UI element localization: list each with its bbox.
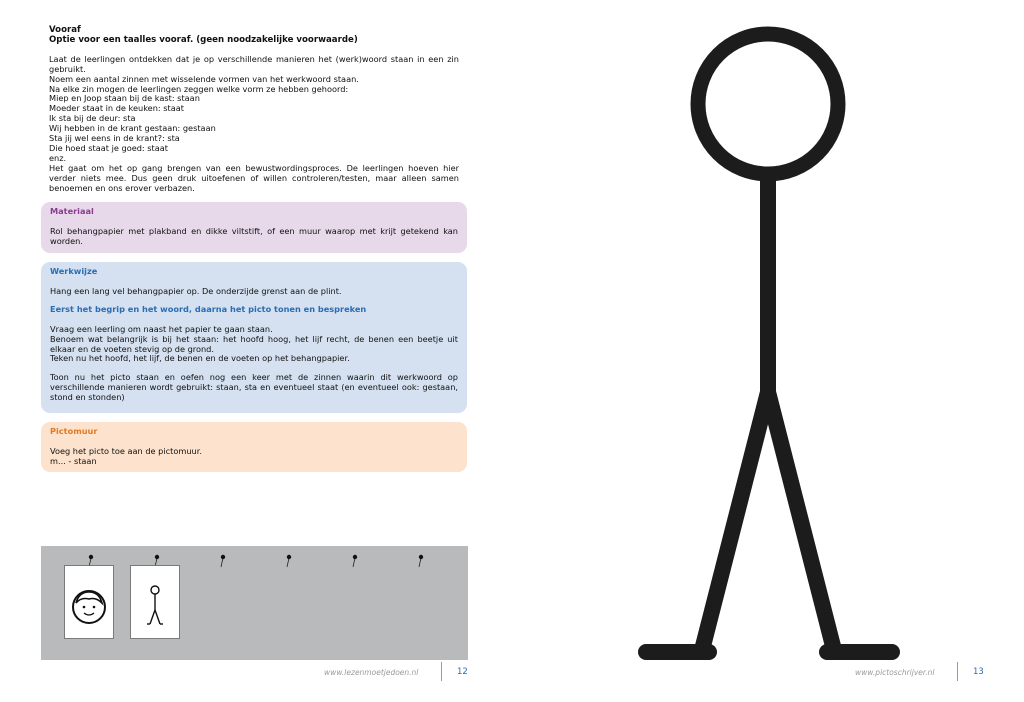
werkwijze-title: Werkwijze [50,266,98,276]
materiaal-text: Rol behangpapier met plakband en dikke viltstift, of een muur waarop met krijt getekend kan worden. [50,225,458,246]
pictomuur-box [41,422,467,472]
footer-url: www.lezenmoetjedoen.nl [324,668,419,677]
footer-url: www.pictoschrijver.nl [855,668,935,677]
pictomuur-text-2: m... - staan [50,455,97,466]
werkwijze-text-5: Toon nu het picto staan en oefen nog een keer met de zinnen waarin dit werkwoord op verschillende manieren wordt gebruikt: staan, sta en eventueel staat (en eventueel ook: gestaan, stond en stonden) [50,372,458,403]
materiaal-box [41,202,467,253]
standing-picto-card [130,565,180,639]
intro-subheading: Optie voor een taalles vooraf. (geen noodzakelijke voorwaarde) [49,34,358,45]
large-standing-figure-icon [512,0,1024,702]
example-line: enz. [49,152,67,163]
pushpin-icon [218,554,226,568]
pushpin-icon [350,554,358,568]
pictomuur-text-1: Voeg het picto toe aan de pictomuur. [50,445,202,456]
footer-divider [957,662,958,681]
example-line: Miep en Joop staan bij de kast: staan [49,93,200,104]
page-number: 13 [973,667,984,677]
intro-paragraph-2: Noem een aantal zinnen met wisselende vormen van het werkwoord staan. [49,73,359,84]
werkwijze-text-4: Teken nu het hoofd, het lijf, de benen en de voeten op het behangpapier. [50,353,350,364]
werkwijze-text-1: Hang een lang vel behangpapier op. De onderzijde grenst aan de plint. [50,285,342,296]
werkwijze-subtitle: Eerst het begrip en het woord, daarna het picto tonen en bespreken [50,303,367,314]
example-line: Wij hebben in de krant gestaan: gestaan [49,123,216,134]
footer-divider [441,662,442,681]
example-line: Moeder staat in de keuken: staat [49,103,184,114]
intro-paragraph-4: Het gaat om het op gang brengen van een bewustwordingsproces. De leerlingen hoeven hier verder niets mee. Dus geen druk uitoefenen of willen controleren/testen, maar alleen samen benoemen en ons erover verbazen. [49,162,459,193]
intro-heading: Vooraf [49,25,81,35]
werkwijze-text-2: Vraag een leerling om naast het papier te gaan staan. [50,323,273,334]
werkwijze-text-3: Benoem wat belangrijk is bij het staan: het hoofd hoog, het lijf recht, de benen een beetje uit elkaar en de voeten stevig op de grond. [50,333,458,354]
right-page [512,0,1024,702]
intro-paragraph-1: Laat de leerlingen ontdekken dat je op verschillende manieren het (werk)woord staan in een zin gebruikt. [49,53,459,74]
page-number: 12 [457,667,468,677]
example-line: Die hoed staat je goed: staat [49,142,169,153]
face-picto-card [64,565,114,639]
pushpin-icon [284,554,292,568]
example-line: Sta jij wel eens in de krant?: sta [49,133,180,144]
materiaal-title: Materiaal [50,206,94,216]
pushpin-icon [416,554,424,568]
example-line: Ik sta bij de deur: sta [49,113,136,124]
intro-section [49,26,459,194]
werkwijze-box [41,262,467,413]
face-picto-icon [65,566,113,638]
pictomuur-title: Pictomuur [50,426,98,436]
intro-paragraph-3: Na elke zin mogen de leerlingen zeggen welke vorm ze hebben gehoord: [49,83,349,94]
standing-figure-picto-icon [131,566,179,638]
